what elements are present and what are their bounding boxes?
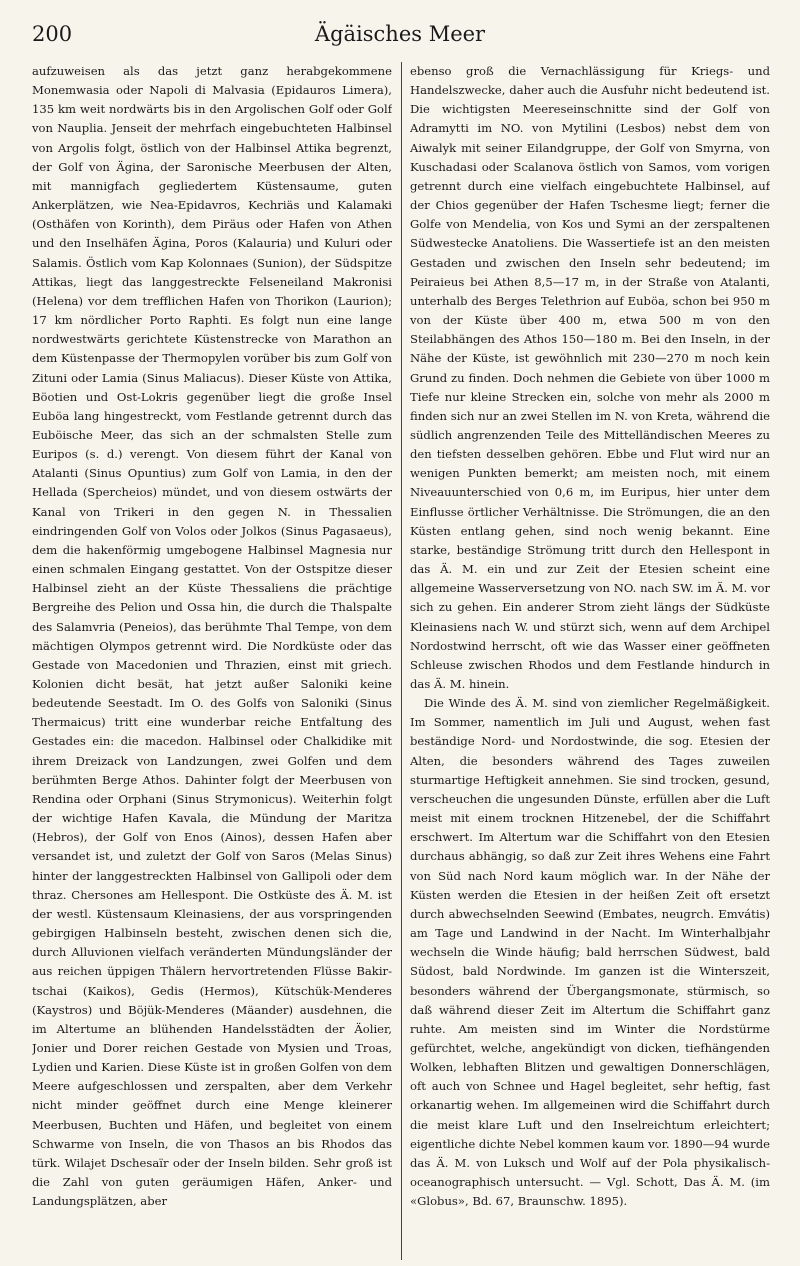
text-columns — [32, 62, 770, 1260]
right-column — [410, 62, 770, 1260]
running-title: Ägäisches Meer — [314, 22, 486, 46]
left-paragraph-1: aufzuweisen als das jetzt ganz herabgekommene Monemwasia oder Napoli di Malvasia (Epidauros Limera), 135 km weit nordwärts bis in den Argolischen Golf oder Golf von Nauplia. Jenseit der mehrfach eingebuchteten Halbinsel von Argolis folgt, östlich von der Halbinsel Attika begrenzt, der Golf von Ägina, der Saronische Meerbusen der Alten, mit mannigfach gegliedertem Küstensaume, guten Ankerplätzen, wie Nea-Epidavros, Kechriäs und Kalamaki (Osthäfen von Korinth), dem Piräus oder Hafen von Athen und den Inselhäfen Ägina, Poros (Kalauria) und Kuluri oder Salamis. Östlich vom Kap Kolonnaes (Sunion), der Südspitze Attikas, liegt das langgestreckte Felseneiland Makronisi (Helena) vor dem trefflichen Hafen von Thorikon (Laurion); 17 km nördlicher Porto Raphti. Es folgt nun eine lange nordwestwärts gerichtete Küstenstrecke von Marathon an dem Küstenpasse der Thermopylen vorüber bis zum Golf von Zituni oder Lamia (Sinus Maliacus). Dieser Küste von Attika, Böotien und Ost-Lokris gegenüber liegt die große Insel Euböa lang hingestreckt, vom Festlande getrennt durch das Euböische Meer, das sich an der schmalsten Stelle zum Euripos (s. d.) verengt. Von diesem führt der Kanal von Atalanti (Sinus Opuntius) zum Golf von Lamia, in den der Hellada (Spercheios) mündet, und von diesem ostwärts der Kanal von Trikeri in den gegen N. in Thessalien eindringenden Golf von Volos oder Jolkos (Sinus Pagasaeus), dem die hakenförmig umgebogene Halbinsel Magnesia nur einen schmalen Eingang gestattet. Von der Ostspitze dieser Halbinsel zieht an der Küste Thessaliens die prächtige Bergreihe des Pelion und Ossa hin, die durch die Thalspalte des Salamvria (Peneios), das berühmte Thal Tempe, von dem mächtigen Olympos getrennt wird. Die Nordküste oder das Gestade von Macedonien und Thrazien, einst mit griech. Kolonien dicht besät, hat jetzt außer Saloniki keine bedeutende Seestadt. Im O. des Golfs von Saloniki (Sinus Thermaicus) tritt eine wunderbar reiche Entfaltung des Gestades ein: die macedon. Halbinsel oder Chalkidike mit ihrem Dreizack von Landzungen, zwei Golfen und dem berühmten Berge Athos. Dahinter folgt der Meerbusen von Rendina oder Orphani (Sinus Strymonicus). Weiterhin folgt der wichtige Hafen Kavala, die Mündung der Maritza (Hebros), der Golf von Enos (Ainos), dessen Hafen aber versandet ist, und zuletzt der Golf von Saros (Melas Sinus) hinter der langgestreckten Halbinsel von Gallipoli oder dem thraz. Chersones am Hellespont. Die Ostküste des Ä. M. ist der westl. Küstensaum Kleinasiens, der aus vorspringenden gebirgigen Halbinseln besteht, zwischen denen sich die, durch Alluvionen vielfach veränderten Mündungsländer der aus reichen üppigen Thälern hervortretenden Flüsse Bakir-tschai (Kaikos), Gedis (Hermos), Kütschük-Menderes (Kaystros) und Böjük-Menderes (Mäander) ausdehnen, die im Altertume an blühenden Handelsstädten der Äolier, Jonier und Dorer reichen Gestade von Mysien und Troas, Lydien und Karien. Diese Küste ist in großen Golfen von dem Meere aufgeschlossen und zerspalten, aber dem Verkehr nicht minder geöffnet durch eine Menge kleinerer Meerbusen, Buchten und Häfen, und begleitet von einem Schwarme von Inseln, die von Thasos an bis Rhodos das türk. Wilajet Dschesaïr oder der Inseln bilden. Sehr groß ist die Zahl von guten geräumigen Häfen, Anker- und Landungsplätzen, aber — [32, 64, 392, 1209]
left-column — [32, 62, 392, 1260]
page-number: 200 — [32, 22, 73, 46]
column-divider — [401, 62, 402, 1260]
page-header — [32, 22, 768, 54]
right-paragraph-2: Die Winde des Ä. M. sind von ziemlicher Regelmäßigkeit. Im Sommer, namentlich im Juli und August, wehen fast beständige Nord- und Nordostwinde, die sog. Etesien der Alten, die besonders während des Tages zuweilen sturmartige Heftigkeit annehmen. Sie sind trocken, gesund, verscheuchen die ungesunden Dünste, erfüllen aber die Luft meist mit einem trocknen Hitzenebel, der die Schiffahrt erschwert. Im Altertum war die Schiffahrt von den Etesien durchaus abhängig, so daß zur Zeit ihres Wehens eine Fahrt von Süd nach Nord kaum möglich war. In der Nähe der Küsten werden die Etesien in der heißen Zeit oft ersetzt durch abwechselnden Seewind (Embates, neugrch. Emvátis) am Tage und Landwind in der Nacht. Im Winterhalbjahr wechseln die Winde häufig; bald herrschen Südwest, bald Südost, bald Nordwinde. Im ganzen ist die Winterszeit, besonders während der Übergangsmonate, stürmisch, so daß während dieser Zeit im Altertum die Schiffahrt ganz ruhte. Am meisten sind im Winter die Nordstürme gefürchtet, welche, angekündigt von dicken, tiefhängenden Wolken, lebhaften Blitzen und gewaltigen Donnerschlägen, oft auch von Schnee und Hagel begleitet, sehr heftig, fast orkanartig wehen. Im allgemeinen wird die Schiffahrt durch die meist klare Luft und den Inselreichtum erleichtert; eigentliche dichte Nebel kommen kaum vor. 1890—94 wurde das Ä. M. von Luksch und Wolf auf der Pola physikalisch-oceanographisch untersucht. — Vgl. Schott, Das Ä. M. (im «Globus», Bd. 67, Braunschw. 1895). — [410, 696, 770, 1209]
right-paragraph-1: ebenso groß die Vernachlässigung für Kriegs- und Handelszwecke, daher auch die Ausfuhr nicht bedeutend ist. Die wichtigsten Meereseinschnitte sind der Golf von Adramytti im NO. von Mytilini (Lesbos) nebst dem von Aiwalyk mit seiner Eilandgruppe, der Golf von Smyrna, von Kuschadasi oder Scalanova östlich von Samos, vom vorigen getrennt durch eine vielfach eingebuchtete Halbinsel, auf der Chios gegenüber der Hafen Tschesme liegt; ferner die Golfe von Mendelia, von Kos und Symi an der zerspaltenen Südwestecke Anatoliens. Die Wassertiefe ist an den meisten Gestaden und zwischen den Inseln sehr bedeutend; im Peiraieus bei Athen 8,5—17 m, in der Straße von Atalanti, unterhalb des Berges Telethrion auf Euböa, schon bei 950 m von der Küste über 400 m, etwa 500 m von den Steilabhängen des Athos 150—180 m. Bei den Inseln, in der Nähe der Küste, ist gewöhnlich mit 230—270 m noch kein Grund zu finden. Doch nehmen die Gebiete von über 1000 m Tiefe nur kleine Strecken ein, solche von mehr als 2000 m finden sich nur an zwei Stellen im N. von Kreta, während die südlich angrenzenden Teile des Mittelländischen Meeres zu den tiefsten desselben gehören. Ebbe und Flut wird nur an wenigen Punkten bemerkt; am meisten noch, mit einem Niveauunterschied von 0,6 m, im Euripus, hier unter dem Einflusse örtlicher Verhältnisse. Die Strömungen, die an den Küsten entlang gehen, sind noch wenig bekannt. Eine starke, beständige Strömung tritt durch den Hellespont in das Ä. M. ein und zur Zeit der Etesien scheint eine allgemeine Wasserversetzung von NO. nach SW. im Ä. M. vor sich zu gehen. Ein anderer Strom zieht längs der Südküste Kleinasiens nach W. und stürzt sich, wenn auf dem Archipel Nordostwind herrscht, oft wie das Wasser einer geöffneten Schleuse zwischen Rhodos und dem Festlande hindurch in das Ä. M. hinein. — [410, 64, 770, 691]
